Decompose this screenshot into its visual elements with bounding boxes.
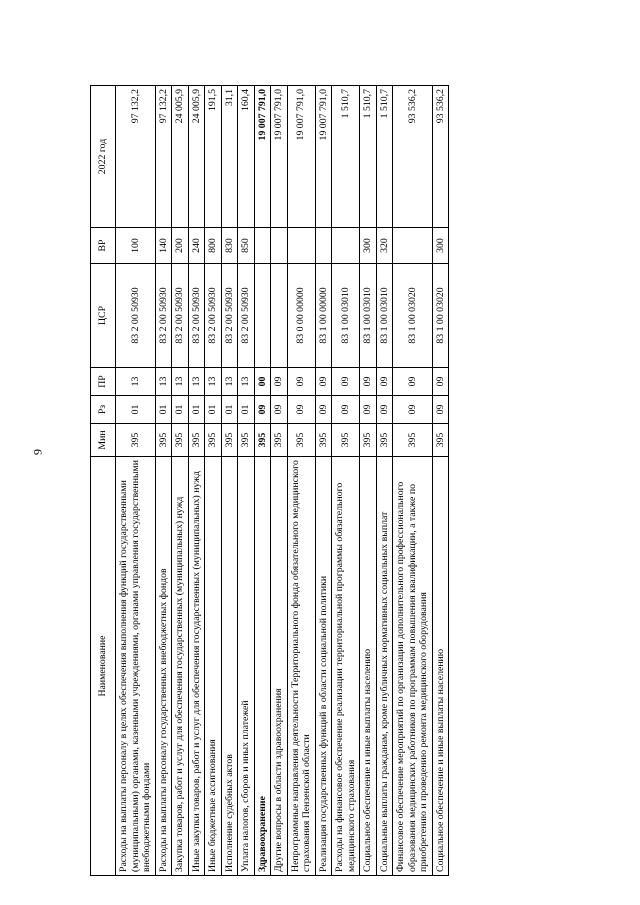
table-row (360, 86, 377, 876)
row-min-cell: 395 (116, 424, 156, 457)
header-year: 2022 год (91, 86, 116, 228)
row-vr-cell (332, 228, 360, 264)
table-row (188, 86, 205, 876)
row-pr-cell: 13 (205, 368, 222, 396)
row-min-cell: 395 (315, 424, 332, 457)
row-pr-cell: 09 (376, 368, 393, 396)
row-vr-cell: 830 (221, 228, 238, 264)
table-row (205, 86, 222, 876)
table-row (332, 86, 360, 876)
row-year-cell: 19 007 791,0 (287, 86, 315, 228)
row-name-cell: Здравоохранение (254, 457, 271, 876)
row-rz-cell: 01 (155, 396, 172, 424)
table-row (155, 86, 172, 876)
row-pr-cell: 09 (432, 368, 449, 396)
row-name-cell: Закупка товаров, работ и услуг для обеспечения государственных (муниципальных) нужд (172, 457, 189, 876)
row-rz-cell: 09 (287, 396, 315, 424)
row-rz-cell: 01 (116, 396, 156, 424)
row-vr-cell: 300 (360, 228, 377, 264)
row-vr-cell: 200 (172, 228, 189, 264)
row-csr-cell: 83 1 00 03010 (360, 264, 377, 368)
row-csr-cell: 83 1 00 03020 (393, 264, 433, 368)
row-rz-cell: 01 (238, 396, 255, 424)
row-pr-cell: 09 (360, 368, 377, 396)
row-name-cell: Финансовое обеспечение мероприятий по организации дополнительного профессионального образования медицинских работников по программам повышения квалификации, а также по приобретению и проведению ремонта медицинского оборудования (393, 457, 433, 876)
row-csr-cell: 83 2 00 50930 (172, 264, 189, 368)
row-min-cell: 395 (332, 424, 360, 457)
row-min-cell: 395 (393, 424, 433, 457)
row-min-cell: 395 (188, 424, 205, 457)
row-min-cell: 395 (360, 424, 377, 457)
row-year-cell: 19 007 791,0 (254, 86, 271, 228)
header-vr: ВР (91, 228, 116, 264)
row-name-cell: Другие вопросы в области здравоохранения (271, 457, 288, 876)
row-vr-cell (315, 228, 332, 264)
table-row (221, 86, 238, 876)
row-year-cell: 24 005,9 (188, 86, 205, 228)
row-pr-cell: 13 (221, 368, 238, 396)
row-name-cell: Расходы на выплаты персоналу в целях обеспечения выполнения функций государственными (муниципальными) органами, казенными учреждениями, органами управления государственными внебюджетными фондами (116, 457, 156, 876)
budget-table (90, 85, 449, 876)
row-csr-cell (254, 264, 271, 368)
row-min-cell: 395 (172, 424, 189, 457)
row-year-cell: 1 510,7 (332, 86, 360, 228)
row-rz-cell: 09 (315, 396, 332, 424)
rotated-table-container (90, 86, 449, 876)
table-row (393, 86, 433, 876)
table-row (432, 86, 449, 876)
table-row (287, 86, 315, 876)
row-min-cell: 395 (155, 424, 172, 457)
header-name: Наименование (91, 457, 116, 876)
row-vr-cell (254, 228, 271, 264)
row-csr-cell: 83 1 00 03020 (432, 264, 449, 368)
row-csr-cell: 83 2 00 50930 (116, 264, 156, 368)
row-min-cell: 395 (238, 424, 255, 457)
row-vr-cell: 320 (376, 228, 393, 264)
row-year-cell: 191,5 (205, 86, 222, 228)
row-pr-cell: 09 (271, 368, 288, 396)
page-number: 9 (30, 449, 45, 455)
row-csr-cell: 83 2 00 50930 (238, 264, 255, 368)
table-row (376, 86, 393, 876)
row-rz-cell: 01 (221, 396, 238, 424)
row-vr-cell (271, 228, 288, 264)
row-pr-cell: 13 (172, 368, 189, 396)
row-rz-cell: 01 (188, 396, 205, 424)
row-year-cell: 1 510,7 (360, 86, 377, 228)
row-csr-cell: 83 1 00 00000 (315, 264, 332, 368)
table-row (238, 86, 255, 876)
row-name-cell: Расходы на выплаты персоналу государственных внебюджетных фондов (155, 457, 172, 876)
table-row (116, 86, 156, 876)
row-pr-cell: 13 (238, 368, 255, 396)
row-vr-cell: 140 (155, 228, 172, 264)
row-rz-cell: 09 (254, 396, 271, 424)
row-name-cell: Непрограммные направления деятельности Территориального фонда обязательного медицинского страхования Пензенской области (287, 457, 315, 876)
row-rz-cell: 01 (205, 396, 222, 424)
row-vr-cell: 300 (432, 228, 449, 264)
row-name-cell: Социальные выплаты гражданам, кроме публичных нормативных социальных выплат (376, 457, 393, 876)
row-name-cell: Исполнение судебных актов (221, 457, 238, 876)
row-year-cell: 93 536,2 (432, 86, 449, 228)
row-name-cell: Иные закупки товаров, работ и услуг для обеспечения государственных (муниципальных) нужд (188, 457, 205, 876)
row-min-cell: 395 (432, 424, 449, 457)
row-pr-cell: 09 (287, 368, 315, 396)
header-rz: Рз (91, 396, 116, 424)
table-row (254, 86, 271, 876)
header-pr: ПР (91, 368, 116, 396)
row-name-cell: Иные бюджетные ассигнования (205, 457, 222, 876)
row-rz-cell: 09 (432, 396, 449, 424)
table-row (271, 86, 288, 876)
row-name-cell: Уплата налогов, сборов и иных платежей (238, 457, 255, 876)
row-rz-cell: 09 (332, 396, 360, 424)
row-csr-cell: 83 1 00 03010 (376, 264, 393, 368)
row-pr-cell: 09 (332, 368, 360, 396)
row-name-cell: Социальное обеспечение и иные выплаты населению (360, 457, 377, 876)
row-vr-cell (393, 228, 433, 264)
row-year-cell: 1 510,7 (376, 86, 393, 228)
row-vr-cell: 850 (238, 228, 255, 264)
row-min-cell: 395 (287, 424, 315, 457)
row-year-cell: 31,1 (221, 86, 238, 228)
row-vr-cell: 100 (116, 228, 156, 264)
row-min-cell: 395 (271, 424, 288, 457)
table-row (172, 86, 189, 876)
row-pr-cell: 13 (188, 368, 205, 396)
row-year-cell: 24 005,9 (172, 86, 189, 228)
row-rz-cell: 09 (393, 396, 433, 424)
row-year-cell: 97 132,2 (155, 86, 172, 228)
row-pr-cell: 09 (393, 368, 433, 396)
row-year-cell: 19 007 791,0 (271, 86, 288, 228)
row-vr-cell (287, 228, 315, 264)
row-rz-cell: 09 (271, 396, 288, 424)
row-min-cell: 395 (205, 424, 222, 457)
row-year-cell: 93 536,2 (393, 86, 433, 228)
row-csr-cell (271, 264, 288, 368)
row-csr-cell: 83 0 00 00000 (287, 264, 315, 368)
row-rz-cell: 09 (376, 396, 393, 424)
row-year-cell: 97 132,2 (116, 86, 156, 228)
row-pr-cell: 00 (254, 368, 271, 396)
row-pr-cell: 13 (116, 368, 156, 396)
header-csr: ЦСР (91, 264, 116, 368)
row-vr-cell: 240 (188, 228, 205, 264)
row-name-cell: Реализация государственных функций в области социальной политики (315, 457, 332, 876)
row-min-cell: 395 (376, 424, 393, 457)
table-row (315, 86, 332, 876)
row-rz-cell: 01 (172, 396, 189, 424)
row-csr-cell: 83 2 00 50930 (188, 264, 205, 368)
row-csr-cell: 83 2 00 50930 (155, 264, 172, 368)
table-body (116, 86, 449, 876)
row-pr-cell: 13 (155, 368, 172, 396)
row-csr-cell: 83 2 00 50930 (221, 264, 238, 368)
header-min: Мин (91, 424, 116, 457)
row-year-cell: 19 007 791,0 (315, 86, 332, 228)
row-min-cell: 395 (221, 424, 238, 457)
row-pr-cell: 09 (315, 368, 332, 396)
row-name-cell: Расходы на финансовое обеспечение реализации территориальной программы обязательного медицинского страхования (332, 457, 360, 876)
row-csr-cell: 83 1 00 03010 (332, 264, 360, 368)
row-min-cell: 395 (254, 424, 271, 457)
row-name-cell: Социальное обеспечение и иные выплаты населению (432, 457, 449, 876)
row-csr-cell: 83 2 00 50930 (205, 264, 222, 368)
row-year-cell: 160,4 (238, 86, 255, 228)
table-header-row (91, 86, 116, 876)
row-vr-cell: 800 (205, 228, 222, 264)
row-rz-cell: 09 (360, 396, 377, 424)
